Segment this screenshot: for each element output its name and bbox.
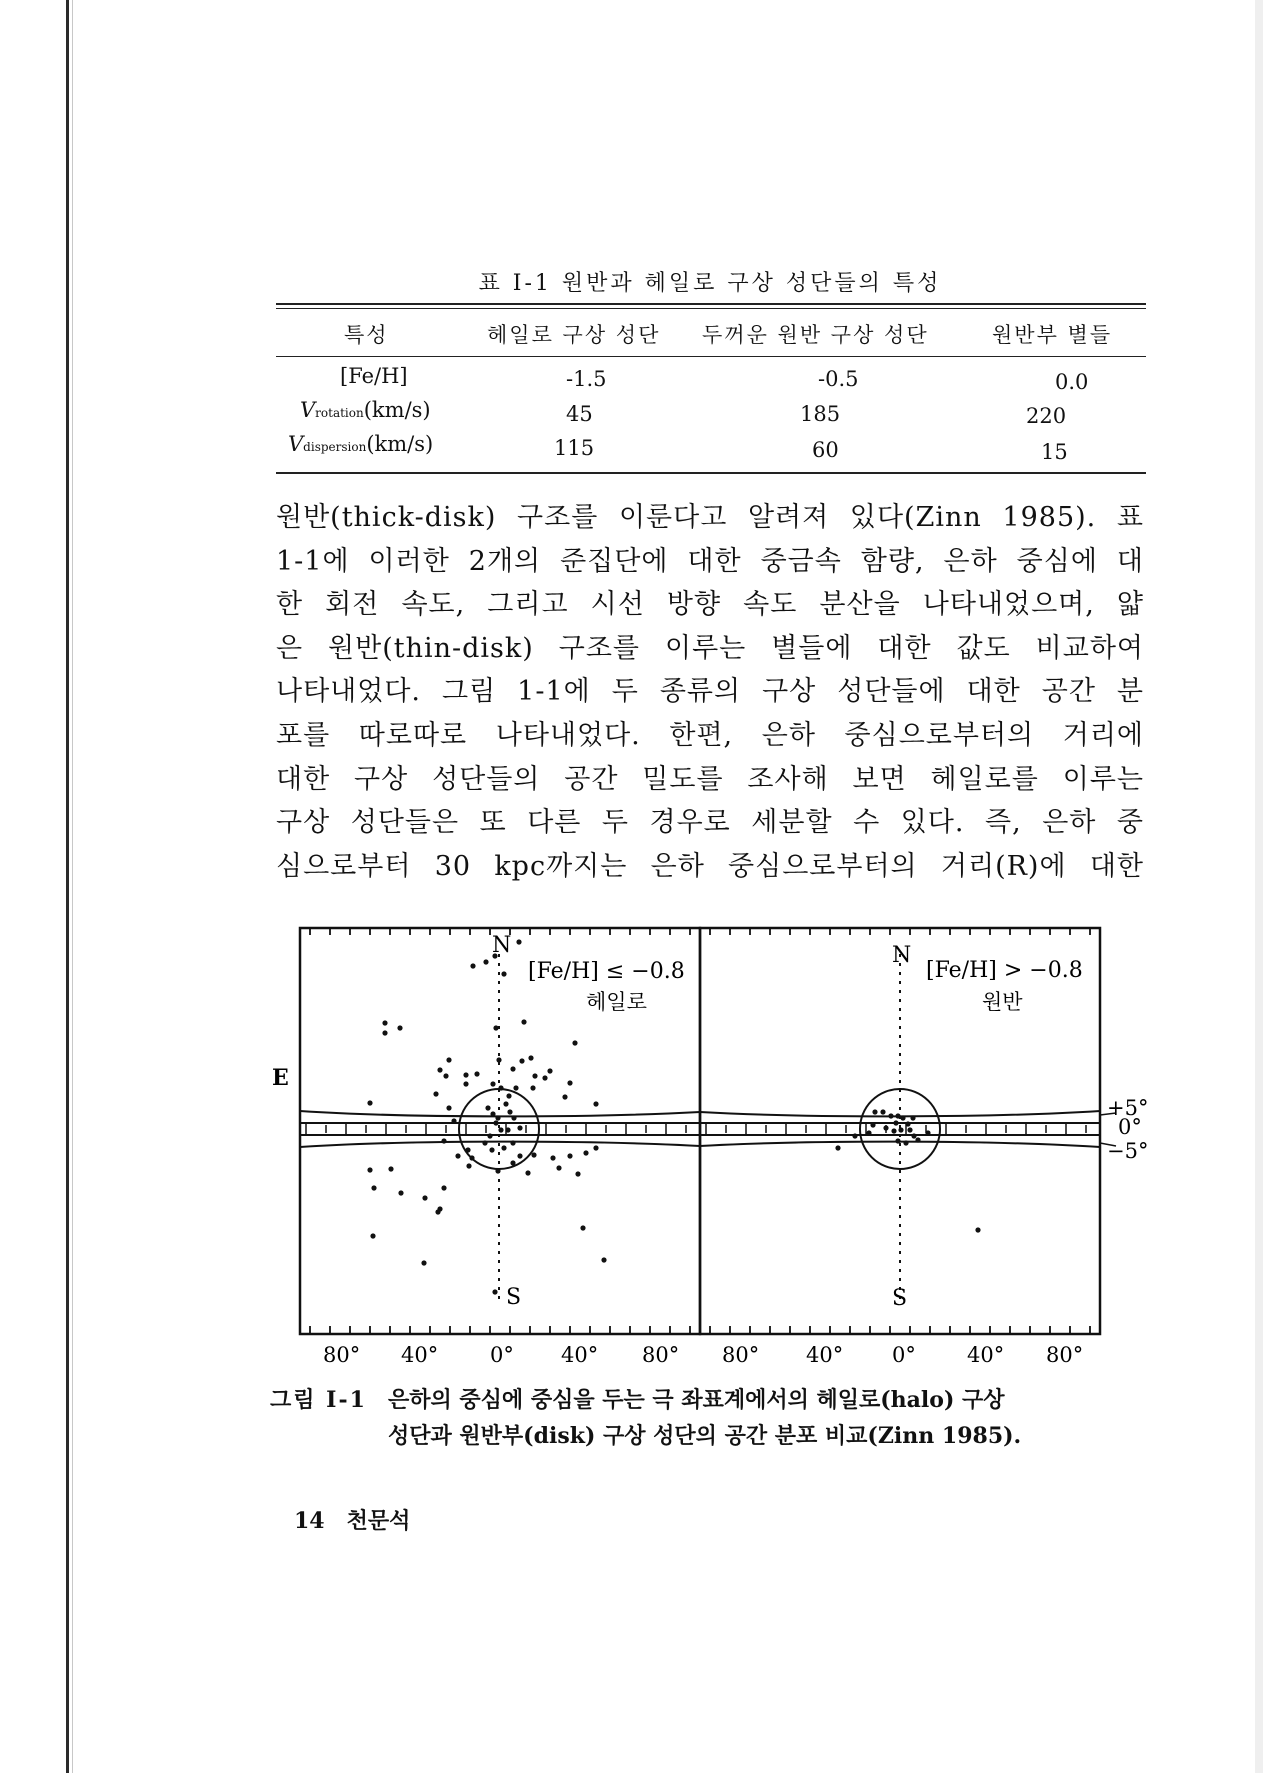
figure-globular-cluster-distribution [258, 918, 1149, 1372]
axis-label-0: 0° [1118, 1115, 1142, 1139]
halo-cluster-point [398, 1190, 403, 1195]
table-cell: 220 [1026, 404, 1067, 428]
table-cell: 45 [566, 402, 593, 426]
halo-cluster-point [517, 1125, 522, 1130]
page-binding-edge-shadow [72, 0, 73, 1773]
disk-cluster-point [925, 1130, 930, 1135]
halo-cluster-point [441, 1185, 446, 1190]
halo-cluster-point [451, 1118, 456, 1123]
page-binding-edge [66, 0, 69, 1773]
halo-cluster-point [435, 1209, 440, 1214]
disk-cluster-point [866, 1130, 871, 1135]
bottom-tick-label: 80° [642, 1343, 680, 1367]
halo-cluster-point [470, 963, 475, 968]
bottom-tick-label: 0° [490, 1343, 514, 1367]
halo-cluster-point [601, 1257, 606, 1262]
halo-cluster-point [493, 1120, 498, 1125]
bottom-tick-label: 40° [401, 1343, 439, 1367]
table-cell: 185 [800, 402, 841, 426]
paragraph-line: 포를 따로따로 나타내었다. 한편, 은하 중심으로부터의 거리에 [276, 719, 1144, 751]
paragraph-line: 원반(thick-disk) 구조를 이룬다고 알려져 있다(Zinn 1985). 표 [276, 502, 1144, 533]
page-footer [294, 1504, 410, 1535]
disk-cluster-point [883, 1125, 888, 1130]
halo-cluster-point [474, 1071, 479, 1076]
halo-cluster-point [489, 1147, 494, 1152]
halo-cluster-point [463, 1081, 468, 1086]
axis-label-minus5: −5° [1107, 1139, 1149, 1163]
table-caption: 표 I-1 원반과 헤일로 구상 성단들의 특성 [478, 271, 942, 296]
bottom-tick-label: 0° [892, 1343, 916, 1367]
halo-cluster-point [567, 1080, 572, 1085]
halo-cluster-point [542, 1075, 547, 1080]
bottom-tick-label: 80° [323, 1343, 361, 1367]
paragraph-line: 은 원반(thin-disk) 구조를 이루는 별들에 대한 값도 비교하여 [276, 632, 1144, 664]
halo-cluster-point [433, 1091, 438, 1096]
disk-cluster-point [888, 1113, 893, 1118]
figure-caption-label: 그림 I-1 [270, 1387, 367, 1413]
bottom-tick-label: 40° [561, 1343, 599, 1367]
halo-cluster-point [505, 1127, 510, 1132]
halo-cluster-point [521, 1019, 526, 1024]
halo-cluster-point [507, 1109, 512, 1114]
disk-cluster-point [891, 1128, 896, 1133]
table-top-rule [276, 303, 1146, 305]
halo-cluster-point [593, 1145, 598, 1150]
halo-cluster-point [513, 1085, 518, 1090]
halo-cluster-point [446, 1057, 451, 1062]
halo-cluster-point [421, 1260, 426, 1265]
halo-cluster-point [531, 1152, 536, 1157]
right-north-label: N [892, 943, 912, 968]
disk-cluster-point [835, 1145, 840, 1150]
table-row-label-feh: [Fe/H] [340, 364, 408, 388]
disk-cluster-point [880, 1109, 885, 1114]
halo-cluster-point [567, 1153, 572, 1158]
bottom-tick-label: 40° [967, 1343, 1005, 1367]
table-cell: 60 [812, 438, 839, 462]
halo-cluster-point [593, 1101, 598, 1106]
table-cell: 0.0 [1055, 370, 1089, 394]
paragraph-line: 구상 성단들은 또 다른 두 경우로 세분할 수 있다. 즉, 은하 중 [276, 807, 1144, 839]
paragraph-line: 심으로부터 30 kpc까지는 은하 중심으로부터의 거리(R)에 대한 [276, 850, 1144, 882]
table-cell: 15 [1041, 440, 1068, 464]
halo-cluster-point [371, 1185, 376, 1190]
table-header-thick-disk: 두꺼운 원반 구상 성단 [702, 323, 929, 347]
disk-cluster-point [903, 1140, 908, 1145]
v-subscript: dispersion [303, 440, 367, 454]
halo-cluster-point [367, 1167, 372, 1172]
halo-cluster-point [496, 1057, 501, 1062]
left-panel-name: 헤일로 [586, 990, 647, 1014]
halo-cluster-point [382, 1020, 387, 1025]
halo-cluster-point [572, 1040, 577, 1045]
halo-cluster-point [517, 1153, 522, 1158]
figure-svg [258, 918, 1149, 1368]
paragraph-line: 한 회전 속도, 그리고 시선 방향 속도 분산을 나타내었으며, 얇 [276, 589, 1144, 621]
v-symbol: V [288, 432, 304, 456]
halo-cluster-point [388, 1166, 393, 1171]
table-header-rule [276, 356, 1146, 357]
figure-caption [270, 1382, 1150, 1454]
paragraph-line: 나타내었다. 그림 1-1에 두 종류의 구상 성단들에 대한 공간 분 [276, 676, 1144, 708]
halo-cluster-point [397, 1025, 402, 1030]
halo-cluster-point [532, 1073, 537, 1078]
halo-cluster-point [490, 1081, 495, 1086]
halo-cluster-point [446, 1105, 451, 1110]
halo-cluster-point [370, 1233, 375, 1238]
halo-cluster-point [483, 959, 488, 964]
page-right-margin [1255, 0, 1263, 1773]
paragraph-line: 대한 구상 성단들의 공간 밀도를 조사해 보면 헤일로를 이루는 [276, 763, 1144, 795]
v-subscript: rotation [315, 406, 364, 420]
halo-cluster-point [422, 1195, 427, 1200]
table-header-disk-stars: 원반부 별들 [992, 323, 1113, 347]
halo-cluster-point [455, 1153, 460, 1158]
right-condition-label: [Fe/H] > −0.8 [926, 958, 1083, 983]
bottom-tick-label: 40° [806, 1343, 844, 1367]
halo-cluster-point [466, 1163, 471, 1168]
unit: (km/s) [366, 432, 434, 456]
halo-cluster-point [580, 1225, 585, 1230]
page-number: 14 [294, 1508, 325, 1534]
halo-cluster-point [501, 1145, 506, 1150]
halo-cluster-point [528, 1055, 533, 1060]
table-cell: 115 [554, 436, 595, 460]
figure-caption-line1: 은하의 중심에 중심을 두는 극 좌표계에서의 헤일로(halo) 구상 [388, 1387, 1005, 1413]
halo-cluster-point [510, 1140, 515, 1145]
axis-label-plus5: +5° [1107, 1096, 1149, 1120]
disk-cluster-point [893, 1120, 898, 1125]
disk-cluster-point [895, 1138, 900, 1143]
table-row-label-vrotation [300, 398, 431, 422]
book-title: 천문석 [346, 1508, 411, 1534]
paragraph-line: 1-1에 이러한 2개의 준집단에 대한 중금속 함량, 은하 중심에 대 [276, 545, 1144, 577]
halo-cluster-point [575, 1171, 580, 1176]
halo-cluster-point [487, 1133, 492, 1138]
halo-cluster-point [530, 1085, 535, 1090]
halo-cluster-point [382, 1030, 387, 1035]
halo-cluster-point [498, 1127, 503, 1132]
halo-cluster-point [516, 939, 521, 944]
disk-cluster-point [900, 1115, 905, 1120]
table-row-label-vdispersion [288, 432, 433, 456]
unit: (km/s) [363, 398, 431, 422]
halo-cluster-point [547, 1068, 552, 1073]
left-south-label: S [506, 1285, 522, 1310]
disk-cluster-point [852, 1133, 857, 1138]
left-north-label: N [492, 933, 512, 958]
table-cell: -1.5 [566, 367, 607, 391]
halo-cluster-point [503, 1101, 508, 1106]
halo-cluster-point [501, 971, 506, 976]
right-panel-name: 원반 [982, 990, 1023, 1014]
bottom-tick-label: 80° [722, 1343, 760, 1367]
halo-cluster-point [525, 1170, 530, 1175]
right-south-label: S [892, 1286, 908, 1311]
halo-cluster-point [437, 1067, 442, 1072]
halo-cluster-point [493, 1025, 498, 1030]
bottom-tick-label: 80° [1046, 1343, 1084, 1367]
table-top-rule-2 [276, 308, 1146, 309]
halo-cluster-point [367, 1100, 372, 1105]
disk-cluster-point [907, 1127, 912, 1132]
table-cell: -0.5 [818, 367, 859, 391]
disk-cluster-point [905, 1121, 910, 1126]
halo-cluster-point [463, 1072, 468, 1077]
disk-cluster-point [975, 1227, 980, 1232]
halo-cluster-point [511, 1115, 516, 1120]
disk-cluster-point [911, 1133, 916, 1138]
disk-cluster-point [870, 1122, 875, 1127]
halo-cluster-point [492, 1289, 497, 1294]
table-header-halo: 헤일로 구상 성단 [487, 323, 661, 347]
halo-cluster-point [510, 1066, 515, 1071]
disk-cluster-point [910, 1115, 915, 1120]
halo-cluster-point [562, 1094, 567, 1099]
table-bottom-rule [276, 472, 1146, 474]
halo-cluster-point [441, 1138, 446, 1143]
disk-cluster-point [898, 1127, 903, 1132]
halo-cluster-point [482, 1140, 487, 1145]
body-paragraph [276, 496, 1144, 888]
disk-cluster-point [872, 1109, 877, 1114]
halo-cluster-point [490, 1111, 495, 1116]
left-condition-label: [Fe/H] ≤ −0.8 [528, 959, 685, 984]
figure-caption-line2: 성단과 원반부(disk) 구상 성단의 공간 분포 비교(Zinn 1985). [388, 1423, 1022, 1449]
halo-cluster-point [550, 1155, 555, 1160]
v-symbol: V [300, 398, 316, 422]
east-label: E [272, 1065, 289, 1091]
halo-cluster-point [443, 1073, 448, 1078]
disk-band-lines [300, 1111, 1116, 1147]
figure-ticks [306, 928, 1090, 1334]
disk-cluster-point [915, 1137, 920, 1142]
halo-cluster-point [485, 1105, 490, 1110]
halo-cluster-point [519, 1058, 524, 1063]
table-header-property: 특성 [344, 323, 389, 347]
halo-cluster-point [583, 1150, 588, 1155]
halo-cluster-point [506, 1093, 511, 1098]
halo-cluster-point [556, 1165, 561, 1170]
